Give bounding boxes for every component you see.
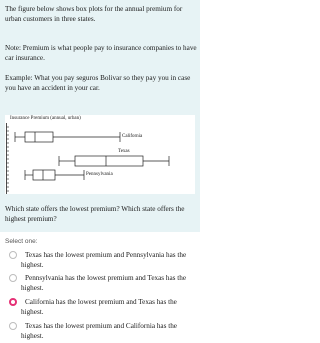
radio-button[interactable] <box>9 251 17 259</box>
boxplot-figure <box>5 115 195 194</box>
boxplot-california <box>15 132 120 142</box>
radio-button[interactable] <box>9 322 17 330</box>
boxplot-svg <box>5 115 195 194</box>
label-texas: Texas <box>118 149 130 154</box>
answer-option-1[interactable] <box>0 250 200 270</box>
option-label: Texas has the lowest premium and California has the highest. <box>21 322 177 340</box>
answer-option-2[interactable] <box>0 273 200 293</box>
radio-button[interactable] <box>9 274 17 282</box>
select-one-label: Select one: <box>5 238 38 245</box>
option-label: Pennsylvania has the lowest premium and Texas has the highest. <box>21 274 187 292</box>
question-note: Note: Premium is what people pay to insurance companies to have car insurance. <box>5 44 197 62</box>
label-pennsylvania: Pennsylvania <box>86 172 113 177</box>
answer-option-4[interactable] <box>0 321 200 341</box>
answer-option-3[interactable] <box>0 297 200 317</box>
boxplot-pennsylvania <box>25 170 84 180</box>
radio-button-selected[interactable] <box>9 298 17 306</box>
question-example: Example: What you pay seguros Bolivar so they pay you in case you have an accident in your car. <box>5 74 191 92</box>
option-label: California has the lowest premium and Texas has the highest. <box>21 298 177 316</box>
figure-title: Insurance Premium (annual, urban) <box>10 116 81 121</box>
boxplot-texas <box>59 156 169 166</box>
question-prompt: Which state offers the lowest premium? Which state offers the highest premium? <box>5 205 185 223</box>
question-intro: The figure below shows box plots for the annual premium for urban customers in three states. <box>5 5 183 23</box>
option-label: Texas has the lowest premium and Pennsylvania has the highest. <box>21 251 187 269</box>
label-california: California <box>122 134 143 139</box>
